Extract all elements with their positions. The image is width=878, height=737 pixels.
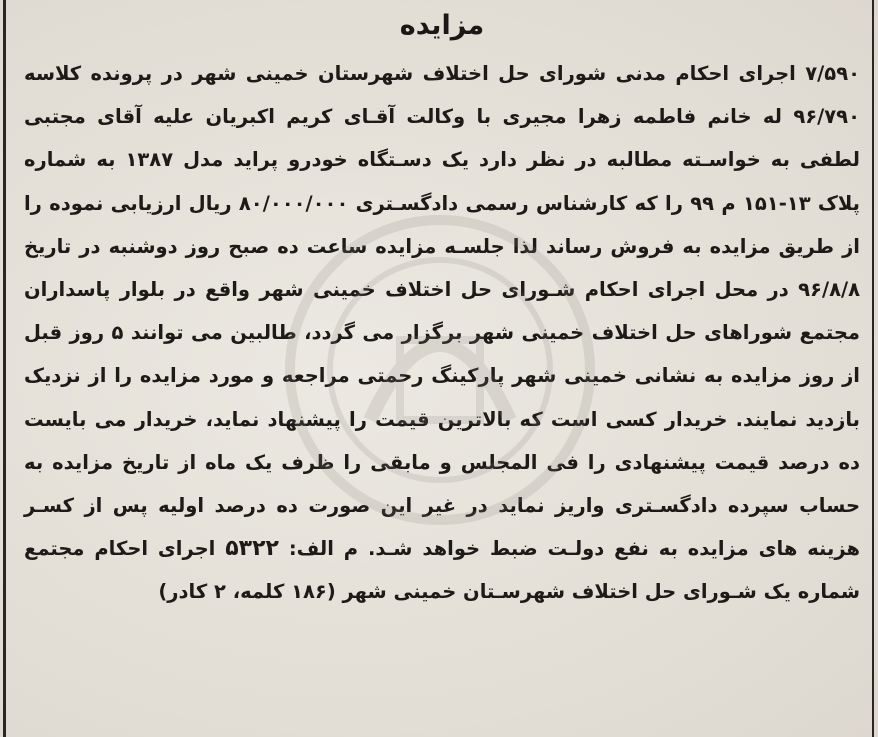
right-border-line bbox=[872, 0, 874, 737]
notice-title: مزایده bbox=[399, 10, 485, 41]
reference-number: ۵۳۲۲ bbox=[225, 536, 279, 562]
left-border-line bbox=[3, 0, 6, 737]
notice-body bbox=[18, 52, 866, 614]
notice-signature: اجرای احکام مجتمع شماره یک شـورای حل اختلاف شهرسـتان خمینی شهر (۱۸۶ کلمه، ۲ کادر) bbox=[24, 537, 860, 604]
reference-label: م الف: bbox=[288, 537, 359, 561]
notice-body-text: ۷/۵۹۰ اجرای احکام مدنی شورای حل اختلاف شهرستان خمینی شهر در پرونده کلاسه ۹۶/۷۹۰ له خانم فاطمه زهرا مجیری با وکالت آقـای کریم اکبریان علیه آقای مجتبی لطفی به خواسـته مطالبه در نظر دارد یک دسـتگاه خودرو پراید مدل ۱۳۸۷ به شماره پلاک ۱۳-۱۵۱ م ۹۹ را که کارشناس رسمی دادگسـتری ۸۰/۰۰۰/۰۰۰ ریال ارزیابی نموده را از طریق مزایده به فروش رساند لذا جلسـه مزایده ساعت ده صبح روز دوشنبه در تاریخ ۹۶/۸/۸ در محل اجرای احکام شـورای حل اختلاف خمینی شهر واقع در بلوار پاسداران مجتمع شوراهای حل اختلاف خمینی شهر برگزار می گردد، طالبین می توانند ۵ روز قبل از روز مزایده به نشانی خمینی شهر پارکینگ رحمتی مراجعه و مورد مزایده را از نزدیک بازدید نمایند. خریدار کسی است که بالاترین قیمت را پیشنهاد نماید، خریدار می بایست ده درصد قیمت پیشنهادی را فی المجلس و مابقی را ظرف یک ماه از تاریخ مزایده به حساب سپرده دادگسـتری واریز نماید در غیر این صورت ده درصد اولیه پس از کسـر هزینه های مزایده به نفع دولـت ضبط خواهد شـد. bbox=[24, 62, 861, 561]
